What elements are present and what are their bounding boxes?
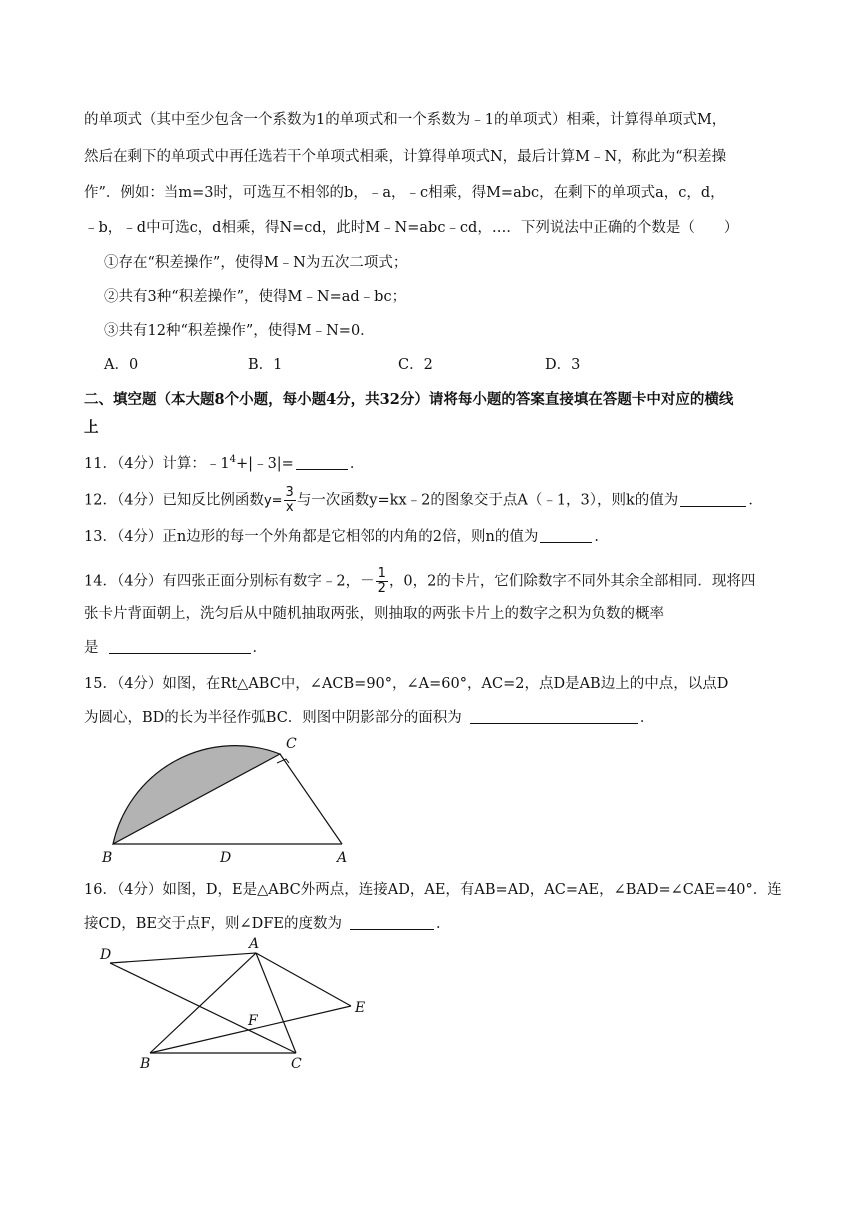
q10-statement-1: ①存在“积差操作”，使得M﹣N为五次二项式；: [104, 255, 408, 271]
q16-segment-da: [110, 953, 256, 963]
q16-figure: [96, 934, 386, 1074]
q11-exponent: 4: [229, 454, 237, 465]
q16-segment-ac: [256, 953, 296, 1053]
q15-period: ．: [639, 710, 655, 726]
q13: [84, 527, 609, 547]
q11-period: ．: [349, 455, 365, 472]
q15-answer-blank[interactable]: [470, 709, 638, 724]
q11: [84, 450, 364, 474]
q15-line-1: 15．（4分）如图，在Rt△ABC中，∠ACB=90°，∠A=60°，AC=2，点D是AB边上的中点，以点D: [84, 676, 729, 692]
q12: [84, 486, 763, 515]
q16-label-d: D: [100, 947, 112, 963]
q16-period: ．: [435, 916, 451, 932]
q10-statement-2: ②共有3种“积差操作”，使得M﹣N=ad﹣bc；: [104, 289, 407, 305]
q13-period: ．: [594, 529, 609, 545]
q12-answer-blank[interactable]: [680, 492, 746, 507]
q16-label-e: E: [355, 1000, 366, 1016]
q16-segment-dc: [110, 963, 296, 1053]
q13-text: 13．（4分）正n边形的每一个外角都是它相邻的内角的2倍，则n的值为: [84, 529, 539, 545]
q14-period: ．: [252, 640, 267, 656]
q15-side-ac: [280, 754, 342, 844]
q16-label-c: C: [291, 1056, 302, 1072]
q16-segment-ab: [150, 953, 256, 1053]
q10-line-4: ﹣b，﹣d中可选c，d相乘，得N=cd，此时M﹣N=abc﹣cd，…．下列说法中正确的个数是（ ）: [84, 220, 739, 236]
q10-line-1: 的单项式（其中至少包含一个系数为1的单项式和一个系数为﹣1的单项式）相乘，计算得单项式M，: [84, 112, 727, 128]
q14-text: 14．（4分）有四张正面分别标有数字﹣2，: [84, 573, 361, 590]
q12-fraction-num: 3: [285, 485, 294, 500]
q14-fraction-num: 1: [377, 566, 386, 581]
q14-fraction-sign: －: [360, 573, 375, 590]
section-heading-cont: 上: [84, 419, 99, 436]
q16-label-a: A: [249, 936, 260, 952]
q11-text: 11．（4分）计算：﹣1: [84, 455, 230, 472]
q11-text-post: +|﹣3|=: [236, 455, 294, 472]
q10-line-2: 然后在剩下的单项式中再任选若干个单项式相乘，计算得单项式N，最后计算M﹣N，称此为“积差操: [84, 149, 727, 165]
q15-label-d: D: [220, 850, 232, 866]
q14-text-post: ，0，2的卡片，它们除数字不同外其余全部相同．现将四: [388, 573, 756, 590]
q14-fraction: [376, 567, 388, 596]
q12-fraction-den: x: [285, 500, 294, 515]
q14-line-3-text: 是: [84, 640, 99, 656]
q10-option-c: C．2: [398, 357, 433, 373]
q10-statement-3: ③共有12种“积差操作”，使得M﹣N=0．: [104, 323, 375, 339]
q15-label-c: C: [286, 736, 297, 752]
q15-shaded-segment: [113, 746, 280, 844]
q16-label-b: B: [140, 1056, 151, 1072]
q15-label-b: B: [102, 850, 113, 866]
q16-line-2: [84, 914, 450, 934]
q14-line-3: [84, 638, 267, 658]
q10-option-b: B．1: [248, 357, 283, 373]
q15-line-2-text: 为圆心，BD的长为半径作弧BC．则图中阴影部分的面积为: [84, 710, 462, 726]
q10-line-3: 作”．例如：当m=3时，可选互不相邻的b，﹣a，﹣c相乘，得M=abc，在剩下的单项式a，c，d，: [84, 185, 725, 201]
q15-label-a: A: [337, 850, 348, 866]
q11-answer-blank[interactable]: [296, 455, 348, 470]
q16-line-1: 16．（4分）如图，D，E是△ABC外两点，连接AD，AE，有AB=AD，AC=AE，∠BAD=∠CAE=40°．连: [84, 882, 782, 898]
q12-fraction: [284, 486, 296, 515]
q16-label-f: F: [248, 1013, 258, 1029]
q15-figure: [100, 732, 360, 868]
q14-answer-blank[interactable]: [109, 639, 251, 654]
q10-option-a: A．0: [104, 357, 139, 373]
q15-line-2: [84, 708, 654, 728]
q12-text-mid: 与一次函数y=kx﹣2的图象交于点A（﹣1，3），则k的值为: [296, 492, 679, 509]
q14-fraction-den: 2: [377, 581, 386, 596]
q13-answer-blank[interactable]: [540, 528, 592, 543]
q16-line-2-text: 接CD，BE交于点F，则∠DFE的度数为: [84, 916, 342, 932]
q14-line-2: 张卡片背面朝上，洗匀后从中随机抽取两张，则抽取的两张卡片上的数字之积为负数的概率: [84, 606, 664, 622]
section-heading: 二、填空题（本大题8个小题，每小题4分，共32分）请将每小题的答案直接填在答题卡中对应的横线: [84, 391, 734, 408]
q15-right-angle-mark: [277, 759, 289, 763]
q16-segment-ae: [256, 953, 351, 1006]
q12-period: ．: [748, 492, 763, 509]
q14: [84, 567, 755, 596]
q12-function-lhs: y=: [263, 493, 283, 509]
q10-option-d: D．3: [545, 357, 581, 373]
q16-answer-blank[interactable]: [350, 915, 434, 930]
q12-text: 12．（4分）已知反比例函数: [84, 492, 264, 509]
